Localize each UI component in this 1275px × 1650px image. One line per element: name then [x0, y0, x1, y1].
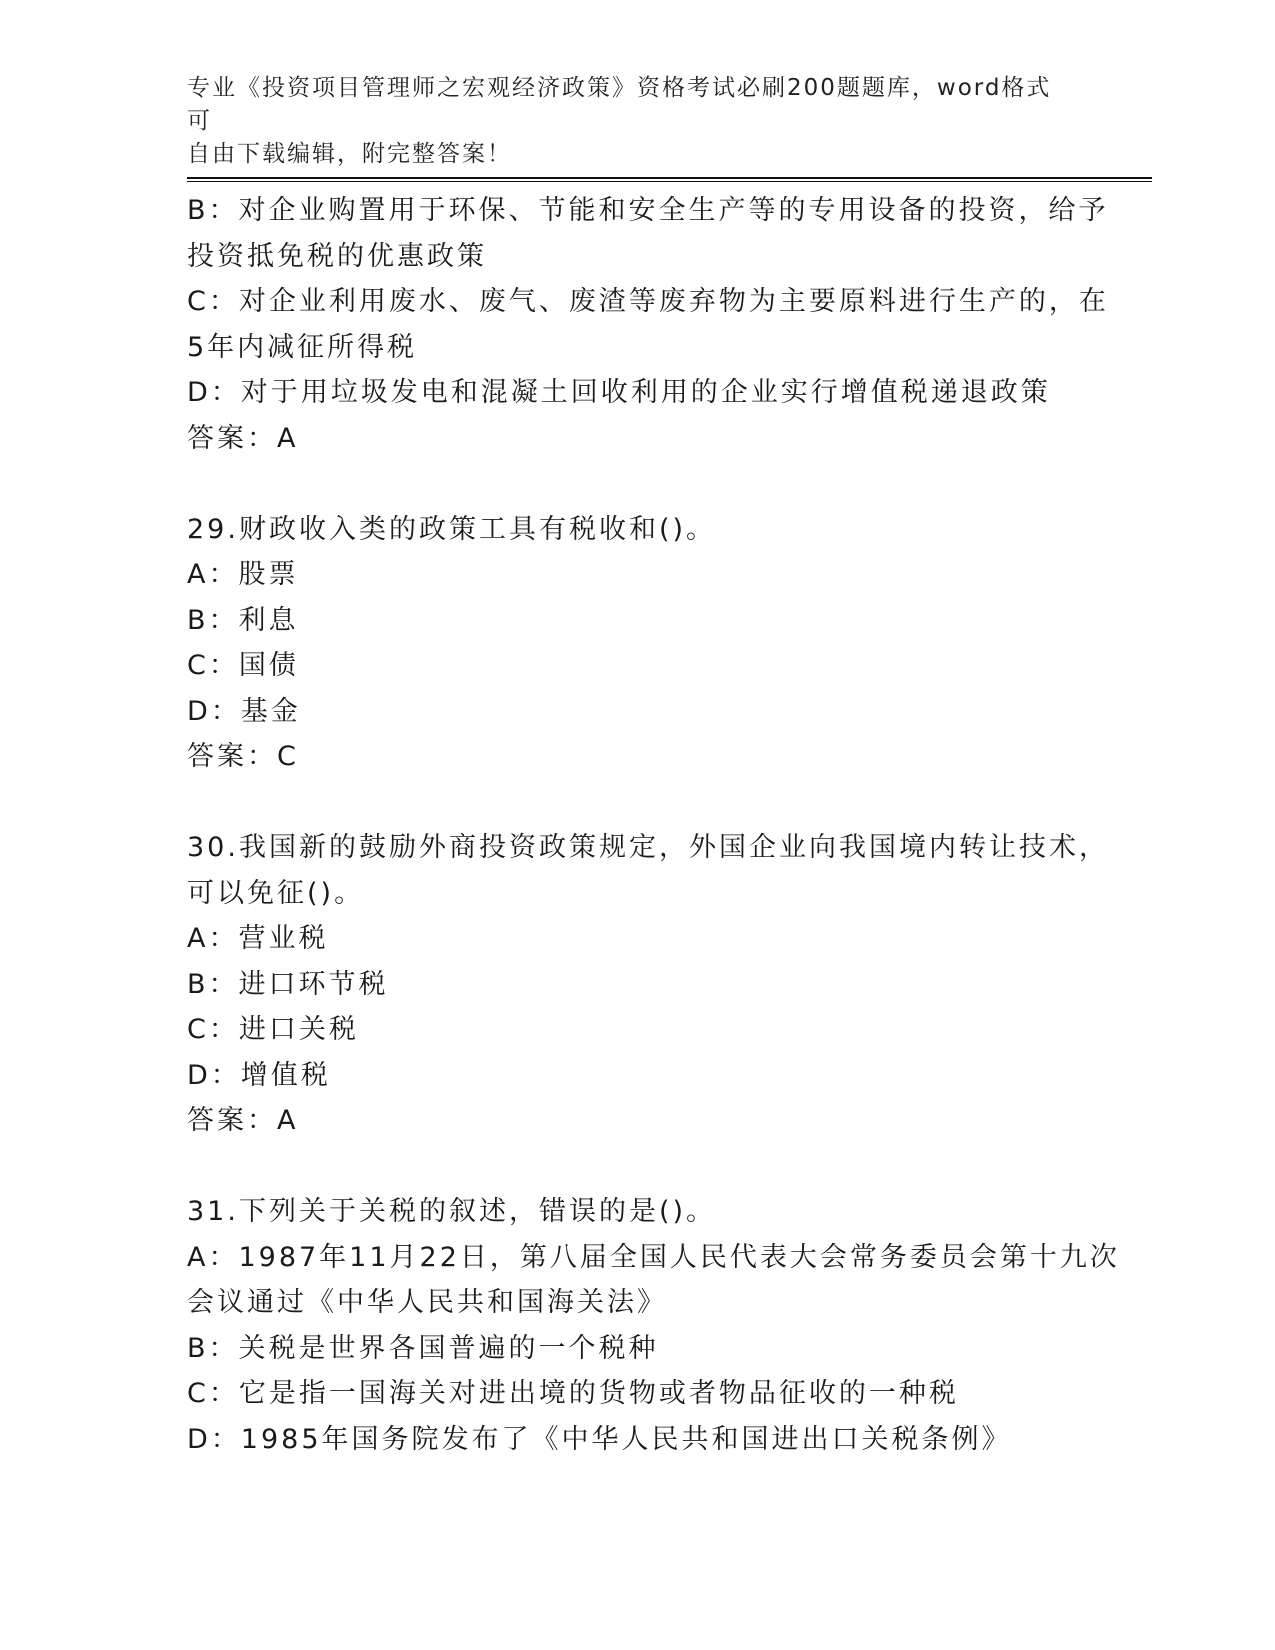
q30-option-b: B：进口环节税	[187, 968, 389, 1000]
header-line-2: 自由下载编辑，附完整答案！	[187, 141, 512, 167]
q29-option-c: C：国债	[187, 650, 299, 681]
q29-answer: 答案：C	[187, 741, 299, 772]
q31-option-c: C：它是指一国海关对进出境的货物或者物品征收的一种税	[187, 1378, 959, 1409]
q29-option-a: A：股票	[187, 559, 299, 590]
q29-option-b: B：利息	[187, 604, 299, 636]
q31-option-a-line-1: A：1987年11月22日，第八届全国人民代表大会常务委员会第十九次	[187, 1241, 1120, 1273]
question-29-block	[187, 507, 1087, 780]
question-content	[187, 188, 1120, 1462]
header-divider	[187, 177, 1152, 182]
q29-option-d: D：基金	[187, 695, 301, 727]
q30-answer: 答案：A	[187, 1105, 299, 1136]
q30-option-d: D：增值税	[187, 1059, 331, 1091]
q28-answer: 答案：A	[187, 422, 299, 454]
spacer	[187, 461, 1087, 507]
header-line-1: 专业《投资项目管理师之宏观经济政策》资格考试必刷200题题库，word格式可	[187, 75, 1052, 134]
spacer	[187, 780, 1087, 826]
q30-question-line-2: 可以免征()。	[187, 877, 365, 909]
q28-option-c-line-2: 5年内减征所得税	[187, 331, 418, 363]
q30-option-a: A：营业税	[187, 923, 329, 954]
q28-option-c-line-1: C：对企业利用废水、废气、废渣等废弃物为主要原料进行生产的，在	[187, 286, 1109, 317]
q28-option-b-line-2: 投资抵免税的优惠政策	[187, 240, 487, 272]
q30-option-c: C：进口关税	[187, 1014, 359, 1045]
q28-option-d: D：对于用垃圾发电和混凝土回收利用的企业实行增值税递退政策	[187, 377, 1051, 408]
q30-question-line-1: 30.我国新的鼓励外商投资政策规定，外国企业向我国境内转让技术，	[187, 832, 1109, 863]
q31-option-d: D：1985年国务院发布了《中华人民共和国进出口关税条例》	[187, 1423, 1012, 1455]
question-30-block	[187, 825, 1109, 1144]
q29-question: 29.财政收入类的政策工具有税收和()。	[187, 513, 717, 545]
q28-option-b-line-1: B：对企业购置用于环保、节能和安全生产等的专用设备的投资，给予	[187, 195, 1109, 226]
page-header	[187, 72, 1067, 171]
question-31-block	[187, 1189, 1120, 1462]
q31-question: 31.下列关于关税的叙述，错误的是()。	[187, 1196, 717, 1227]
spacer	[187, 1144, 1087, 1190]
question-28-block	[187, 188, 1109, 461]
q31-option-a-line-2: 会议通过《中华人民共和国海关法》	[187, 1287, 667, 1318]
q31-option-b: B：关税是世界各国普遍的一个税种	[187, 1332, 659, 1364]
